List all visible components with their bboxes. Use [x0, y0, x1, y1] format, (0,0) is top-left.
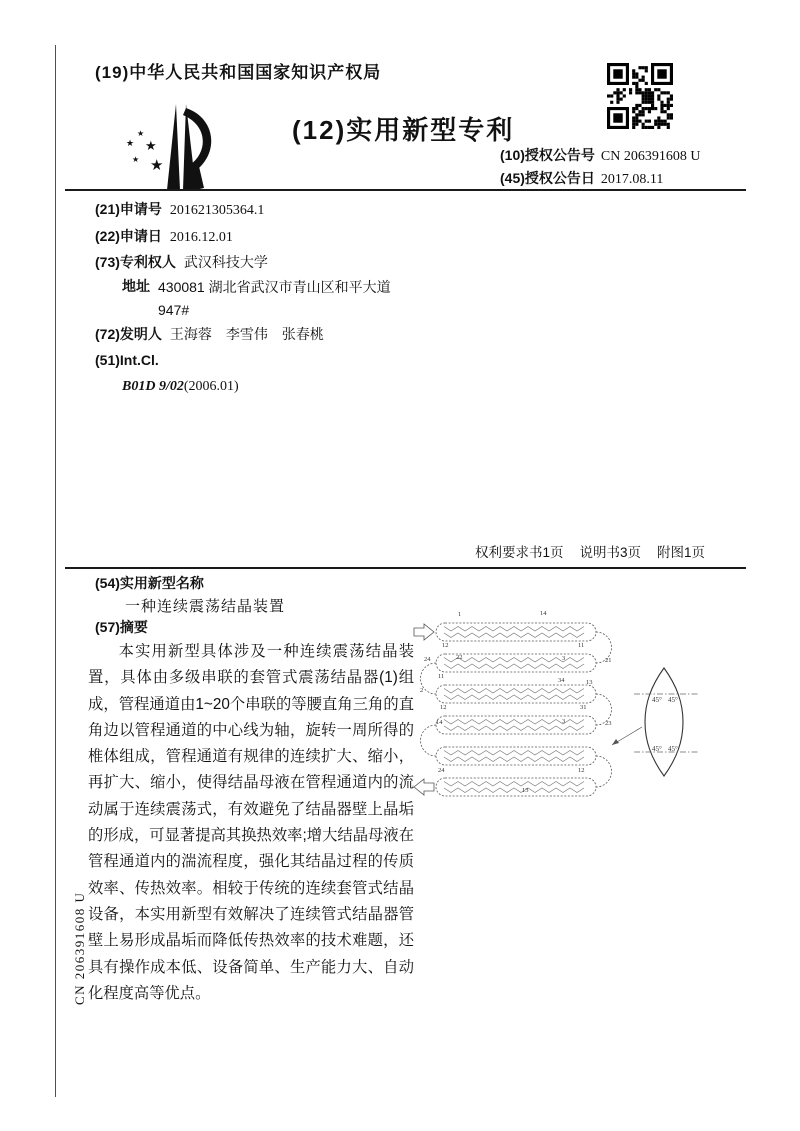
intcl-class-row: [122, 377, 239, 395]
publication-number-row: [500, 145, 700, 165]
svg-text:14: 14: [436, 719, 443, 726]
svg-text:21: 21: [605, 657, 612, 664]
left-margin-rule: [55, 45, 56, 1097]
svg-text:22: 22: [456, 654, 463, 661]
application-date-row: [95, 226, 233, 246]
address-row: [122, 276, 401, 322]
svg-text:2: 2: [420, 687, 424, 694]
body-divider: [65, 567, 746, 569]
svg-text:12: 12: [440, 704, 447, 711]
intcl-code: B01D 9/02: [122, 379, 184, 394]
cnipa-logo: [112, 100, 224, 197]
qr-code: [607, 63, 673, 134]
svg-text:★: ★: [145, 138, 157, 153]
svg-text:1: 1: [458, 611, 462, 618]
patentee-row: [95, 252, 268, 272]
svg-text:13: 13: [586, 679, 593, 686]
svg-text:★: ★: [137, 129, 145, 138]
svg-text:★: ★: [150, 157, 164, 174]
svg-text:24: 24: [424, 656, 431, 663]
application-number-label: (21)申请号: [95, 201, 162, 217]
svg-text:24: 24: [438, 767, 445, 774]
drawings-pages: 附图1页: [657, 545, 706, 560]
svg-text:45°: 45°: [668, 745, 678, 753]
publication-date-label: (45)授权公告日: [500, 170, 595, 186]
svg-text:13: 13: [522, 787, 529, 794]
inventors-value: 王海蓉 李雪伟 张春桃: [169, 326, 324, 342]
patent-figure: [412, 606, 712, 846]
svg-text:31: 31: [580, 704, 587, 711]
application-number-row: [95, 199, 264, 219]
inventors-label: (72)发明人: [95, 326, 162, 342]
svg-text:14: 14: [540, 610, 547, 617]
application-date-value: 2016.12.01: [169, 230, 233, 245]
svg-text:12: 12: [442, 642, 449, 649]
pages-summary: [430, 541, 750, 561]
svg-text:★: ★: [126, 138, 135, 148]
doc-type-title: (12)实用新型专利: [292, 115, 515, 145]
intcl-row: [95, 352, 159, 368]
svg-text:11: 11: [438, 673, 445, 680]
publication-number-value: CN 206391608 U: [600, 149, 701, 164]
svg-text:12: 12: [578, 767, 585, 774]
title-section-label: (54)实用新型名称: [95, 575, 204, 591]
svg-text:45°: 45°: [668, 696, 678, 704]
address-label: 地址: [122, 278, 150, 294]
address-value: 430081 湖北省武汉市青山区和平大道947#: [158, 279, 391, 318]
publication-date-row: [500, 168, 663, 188]
abstract-text: 本实用新型具体涉及一种连续震荡结晶装置，具体由多级串联的套管式震荡结晶器(1)组成，管程通道由1~20个串联的等腰直角三角的直角边以管程通道的中心线为轴，旋转一周所得的椎体组成，管程通道有规律的连续扩大、缩小，再扩大、缩小，使得结晶母液在管程通道内的流动属于连续震荡式，有效避免了结晶器壁上晶垢的形成，可显著提高其换热效率;增大结晶母液在管程通道内的湍流程度，强化其结晶过程的传质效率、传热效率。相较于传统的连续套管式结晶设备，本实用新型有效解决了连续管式结晶器管壁上易形成晶垢而降低传热效率的技术难题，还具有操作成本低、设备简单、生产能力大、自动化程度高等优点。: [88, 643, 414, 1002]
application-date-label: (22)申请日: [95, 228, 162, 244]
claims-pages: 权利要求书1页: [474, 545, 564, 560]
svg-text:34: 34: [558, 677, 565, 684]
svg-text:45°: 45°: [652, 745, 662, 753]
patentee-value: 武汉科技大学: [183, 254, 268, 270]
svg-text:3: 3: [562, 718, 566, 725]
header-divider: [65, 189, 746, 191]
intcl-date: (2006.01): [183, 379, 239, 394]
svg-text:23: 23: [605, 720, 612, 727]
side-publication-code: CN 206391608 U: [72, 891, 87, 1005]
publication-number-label: (10)授权公告号: [500, 147, 595, 163]
svg-text:11: 11: [578, 642, 585, 649]
application-number-value: 201621305364.1: [169, 203, 265, 218]
abstract-section-label: (57)摘要: [95, 619, 148, 635]
svg-text:3: 3: [562, 655, 566, 662]
issuing-office: (19)中华人民共和国国家知识产权局: [95, 63, 382, 82]
inventors-row: [95, 324, 324, 344]
svg-text:★: ★: [132, 155, 140, 164]
intcl-label: (51)Int.Cl.: [95, 352, 159, 368]
patentee-label: (73)专利权人: [95, 254, 176, 270]
description-pages: 说明书3页: [579, 545, 641, 560]
svg-text:45°: 45°: [652, 696, 662, 704]
invention-title: 一种连续震荡结晶装置: [125, 598, 286, 615]
publication-date-value: 2017.08.11: [600, 172, 664, 187]
